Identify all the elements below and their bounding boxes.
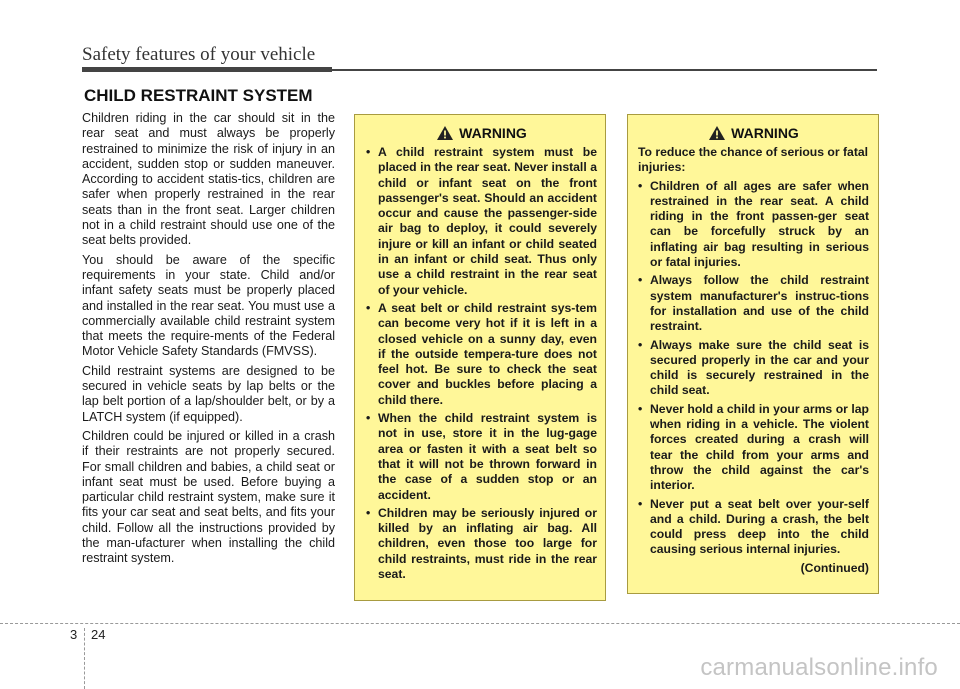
warning-header [366, 125, 597, 141]
warning-item: • When the child restraint system is not in use, store it in the lug-gage area or fasten it with a seat belt so that it will not be thrown forward in the case of a sudden stop or an accident. [366, 411, 597, 503]
continued-label: (Continued) [800, 560, 869, 575]
body-paragraph: Children could be injured or killed in a crash if their restraints are not properly secured. For small children and babies, a child seat or infant seat must be used. Before buying a particular child restraint system, make sure it fits your car seat and seat belts, and fits your child. Follow all the instructions provided by the man-ufacturer when installing the child restraint system. [82, 428, 335, 566]
footer-rule-horizontal [0, 623, 960, 624]
warning-item: • Children may be seriously injured or killed by an inflating air bag. All children, even those too large for child restraints, must ride in the rear seat. [366, 506, 597, 582]
header-title: Safety features of your vehicle [82, 44, 316, 65]
warning-item: • Children of all ages are safer when restrained in the rear seat. A child riding in the front passen-ger seat can be forcefully struck by an inflating air bag resulting in serious or fatal injuries. [638, 179, 869, 271]
warning-item: • Always follow the child restraint system manufacturer's instruc-tions for installation and use of the child restraint. [638, 273, 869, 334]
warning-box-1 [354, 114, 606, 601]
warning-triangle-icon [436, 125, 454, 141]
header-rule-thin [332, 69, 877, 71]
warning-triangle-icon [708, 125, 726, 141]
warning-item: • Never hold a child in your arms or lap when riding in a vehicle. The violent forces created during a crash will tear the child from your arms and throw the child against the car's interior. [638, 402, 869, 494]
body-column [82, 111, 335, 571]
warning-list [366, 145, 597, 582]
warning-title: WARNING [459, 125, 527, 141]
warning-item: • A seat belt or child restraint sys-tem can become very hot if it is left in a closed vehicle on a sunny day, even if the outside tempera-ture does not feel hot. Be sure to check the seat cover and buckles before placing a child there. [366, 301, 597, 408]
warning-item: • Always make sure the child seat is secured properly in the car and your child is securely restrained in the child seat. [638, 338, 869, 399]
warning-box-2 [627, 114, 879, 594]
section-title: CHILD RESTRAINT SYSTEM [84, 86, 313, 105]
warning-item: • A child restraint system must be placed in the rear seat. Never install a child or infant seat on the front passenger's seat. Should an accident occur and cause the passenger-side air bag to deploy, it could severely injure or kill an infant or child seated in an infant or child seat. Thus only use a child restraint in the rear seat of your vehicle. [366, 145, 597, 298]
chapter-number: 3 [70, 627, 78, 642]
watermark: carmanualsonline.info [700, 654, 938, 681]
warning-intro: To reduce the chance of serious or fatal injuries: [638, 145, 869, 175]
body-paragraph: Child restraint systems are designed to be secured in vehicle seats by lap belts or the lap belt portion of a lap/shoulder belt, or by a LATCH system (if equipped). [82, 363, 335, 424]
warning-list [638, 179, 869, 558]
warning-item: • Never put a seat belt over your-self and a child. During a crash, the belt could press deep into the child causing serious internal injuries. [638, 497, 869, 558]
page-number: 24 [91, 627, 106, 642]
header-rule-thick [82, 67, 332, 72]
warning-title: WARNING [731, 125, 799, 141]
footer-rule-vertical [84, 628, 85, 689]
warning-header [638, 125, 869, 141]
body-paragraph: You should be aware of the specific requirements in your state. Child and/or infant safety seats must be properly placed and installed in the rear seat. You must use a commercially available child restraint system that meets the require-ments of the Federal Motor Vehicle Safety Standards (FMVSS). [82, 252, 335, 359]
body-paragraph: Children riding in the car should sit in the rear seat and must always be properly restrained to minimize the risk of injury in an accident, sudden stop or sudden maneuver. According to accident statis-tics, children are safer when properly restrained in the rear seats than in the front seat. Larger children not in a child restraint should use one of the seat belts provided. [82, 111, 335, 248]
